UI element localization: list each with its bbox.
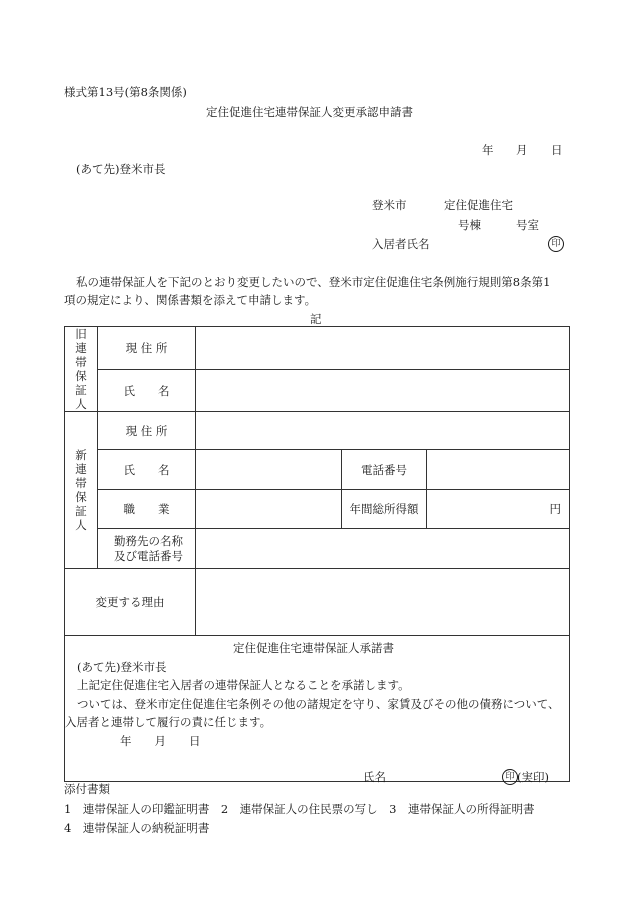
ki-label: 記 <box>310 312 322 326</box>
intro-line-1: 私の連帯保証人を下記のとおり変更したいので、登米市定住促進住宅条例施行規則第8条第1 <box>76 275 551 289</box>
guarantor-change-table <box>64 326 570 782</box>
phone-label: 電話番号 <box>342 450 427 490</box>
yen-unit: 円 <box>549 502 562 516</box>
occupation-field[interactable] <box>196 490 342 529</box>
page-title: 定住促進住宅連帯保証人変更承認申請書 <box>206 105 413 119</box>
consent-name-label: 氏名 <box>363 770 386 784</box>
employer-field[interactable] <box>196 529 570 569</box>
new-address-field[interactable] <box>196 412 570 450</box>
occupation-label: 職 業 <box>98 490 196 529</box>
applicant-building: 号棟 <box>458 218 481 232</box>
consent-line-2: ついては、登米市定住促進住宅条例その他の諸規定を守り、家賃及びその他の債務について、 <box>77 697 560 711</box>
date-year-label: 年 <box>482 143 494 157</box>
income-field[interactable] <box>427 490 570 529</box>
applicant-name-label: 入居者氏名 <box>372 237 430 251</box>
consent-addressee: (あて先)登米市長 <box>77 660 167 674</box>
attachments-line-2: 4 連帯保証人の納税証明書 <box>64 821 210 835</box>
reason-label: 変更する理由 <box>65 569 196 636</box>
applicant-housing: 定住促進住宅 <box>444 198 513 212</box>
seal-note: (実印) <box>517 770 549 784</box>
old-guarantor-heading: 旧 連 帯 保 証 人 <box>65 327 98 412</box>
consent-line-1: 上記定住促進住宅入居者の連帯保証人となることを承諾します。 <box>77 678 410 692</box>
old-name-label: 氏 名 <box>98 370 196 412</box>
reason-field[interactable] <box>196 569 570 636</box>
applicant-city: 登米市 <box>372 198 407 212</box>
phone-field[interactable] <box>427 450 570 490</box>
consent-date: 年 月 日 <box>120 734 201 748</box>
new-address-label: 現 住 所 <box>98 412 196 450</box>
new-guarantor-heading: 新 連 帯 保 証 人 <box>65 412 98 569</box>
applicant-room: 号室 <box>516 218 539 232</box>
new-name-field[interactable] <box>196 450 342 490</box>
attachments-heading: 添付書類 <box>64 782 110 796</box>
addressee: (あて先)登米市長 <box>76 162 166 176</box>
new-name-label: 氏 名 <box>98 450 196 490</box>
income-label: 年間総所得額 <box>342 490 427 529</box>
seal-icon: 印 <box>502 769 518 785</box>
old-address-field[interactable] <box>196 327 570 370</box>
consent-line-3: 入居者と連帯して履行の責に任じます。 <box>65 715 272 729</box>
consent-section <box>65 636 570 782</box>
attachments-line-1: 1 連帯保証人の印鑑証明書 2 連帯保証人の住民票の写し 3 連帯保証人の所得証明書 <box>64 802 535 816</box>
date-day-label: 日 <box>551 143 563 157</box>
old-name-field[interactable] <box>196 370 570 412</box>
employer-label: 勤務先の名称 及び電話番号 <box>98 529 196 569</box>
intro-line-2: 項の規定により、関係書類を添えて申請します。 <box>64 293 317 307</box>
old-address-label: 現 住 所 <box>98 327 196 370</box>
date-month-label: 月 <box>516 143 528 157</box>
consent-title: 定住促進住宅連帯保証人承諾書 <box>233 641 394 655</box>
form-number: 様式第13号(第8条関係) <box>64 85 187 99</box>
seal-icon: 印 <box>548 236 564 252</box>
